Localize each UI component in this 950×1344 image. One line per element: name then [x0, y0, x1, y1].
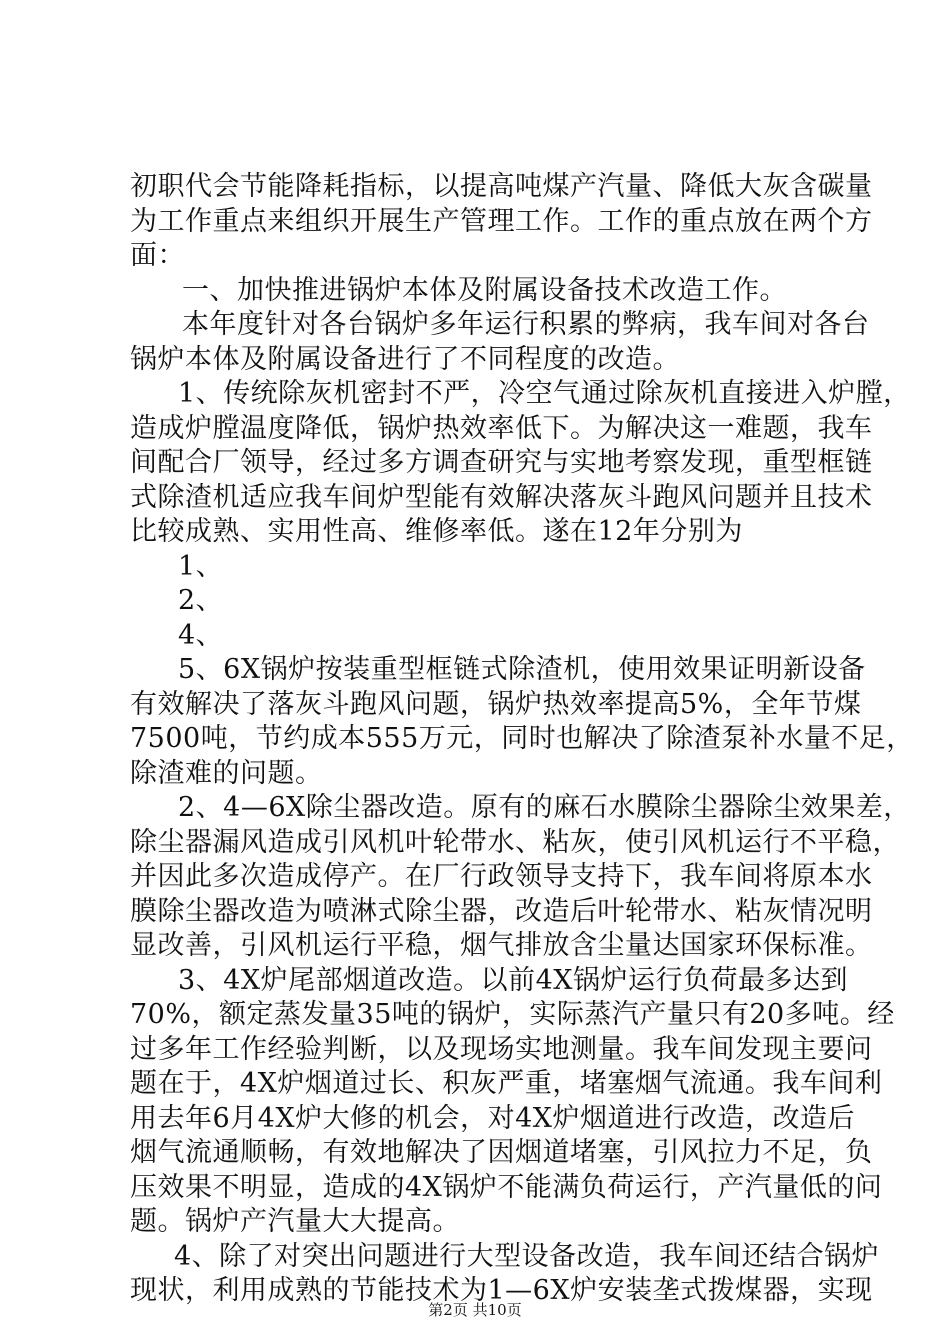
text-line: 烟气流通顺畅，有效地解决了因烟道堵塞，引风拉力不足，负 — [130, 1137, 873, 1168]
text-line: 初职代会节能降耗指标，以提高吨煤产汽量、降低大灰含碳量 — [130, 171, 873, 202]
text-line: 4、除了对突出问题进行大型设备改造，我车间还结合锅炉 — [174, 1240, 880, 1272]
text-line: 过多年工作经验判断，以及现场实地测量。我车间发现主要问 — [130, 1033, 873, 1065]
text-line: 1、传统除灰机密封不严，冷空气通过除灰机直接进入炉膛， — [178, 378, 911, 409]
text-line: 70%，额定蒸发量35吨的锅炉，实际蒸汽产量只有20多吨。经 — [130, 999, 895, 1030]
text-line: 4、 — [178, 619, 224, 651]
text-line: 并因此多次造成停产。在厂行政领导支持下，我车间将原本水 — [130, 861, 873, 892]
text-line: 除渣难的问题。 — [130, 757, 323, 789]
text-line: 间配合厂领导，经过多方调查研究与实地考察发现，重型框链 — [130, 447, 873, 478]
text-line: 面： — [130, 240, 185, 271]
page-number: 第2页 共10页 — [428, 1301, 522, 1319]
text-line: 除尘器漏风造成引风机叶轮带水、粘灰，使引风机运行不平稳， — [130, 826, 900, 858]
text-line: 现状，利用成熟的节能技术为1—6X炉安装垄式拨煤器，实现 — [130, 1275, 873, 1306]
text-line: 显改善，引风机运行平稳，烟气排放含尘量达国家环保标准。 — [130, 930, 873, 961]
text-line: 造成炉膛温度降低，锅炉热效率低下。为解决这一难题，我车 — [130, 412, 873, 444]
text-line: 压效果不明显，造成的4X锅炉不能满负荷运行，产汽量低的问 — [130, 1171, 883, 1203]
text-line: 2、4—6X除尘器改造。原有的麻石水膜除尘器除尘效果差， — [178, 792, 911, 823]
text-line: 用去年6月4X炉大修的机会，对4X炉烟道进行改造，改造后 — [130, 1102, 855, 1134]
text-line: 题在于，4X炉烟道过长、积灰严重，堵塞烟气流通。我车间利 — [130, 1068, 883, 1099]
text-line: 有效解决了落灰斗跑风问题，锅炉热效率提高5%，全年节煤 — [130, 688, 862, 720]
text-line: 2、 — [178, 585, 224, 616]
text-line: 一、加快推进锅炉本体及附属设备技术改造工作。 — [182, 274, 787, 306]
text-line: 膜除尘器改造为喷淋式除尘器，改造后叶轮带水、粘灰情况明 — [130, 895, 873, 927]
text-line: 为工作重点来组织开展生产管理工作。工作的重点放在两个方 — [130, 205, 873, 237]
text-line: 锅炉本体及附属设备进行了不同程度的改造。 — [130, 343, 680, 375]
text-line: 题。锅炉产汽量大大提高。 — [130, 1206, 460, 1237]
page-footer — [0, 1300, 950, 1320]
text-line: 本年度针对各台锅炉多年运行积累的弊病，我车间对各台 — [182, 309, 870, 340]
text-line: 比较成熟、实用性高、维修率低。遂在12年分别为 — [130, 516, 743, 547]
text-line: 7500吨，节约成本555万元，同时也解决了除渣泵补水量不足， — [130, 723, 914, 754]
text-line: 1、 — [178, 550, 224, 582]
text-line: 3、4X炉尾部烟道改造。以前4X锅炉运行负荷最多达到 — [178, 964, 848, 996]
text-line: 式除渣机适应我车间炉型能有效解决落灰斗跑风问题并且技术 — [130, 481, 873, 513]
text-line: 5、6X锅炉按装重型框链式除渣机，使用效果证明新设备 — [178, 654, 866, 685]
